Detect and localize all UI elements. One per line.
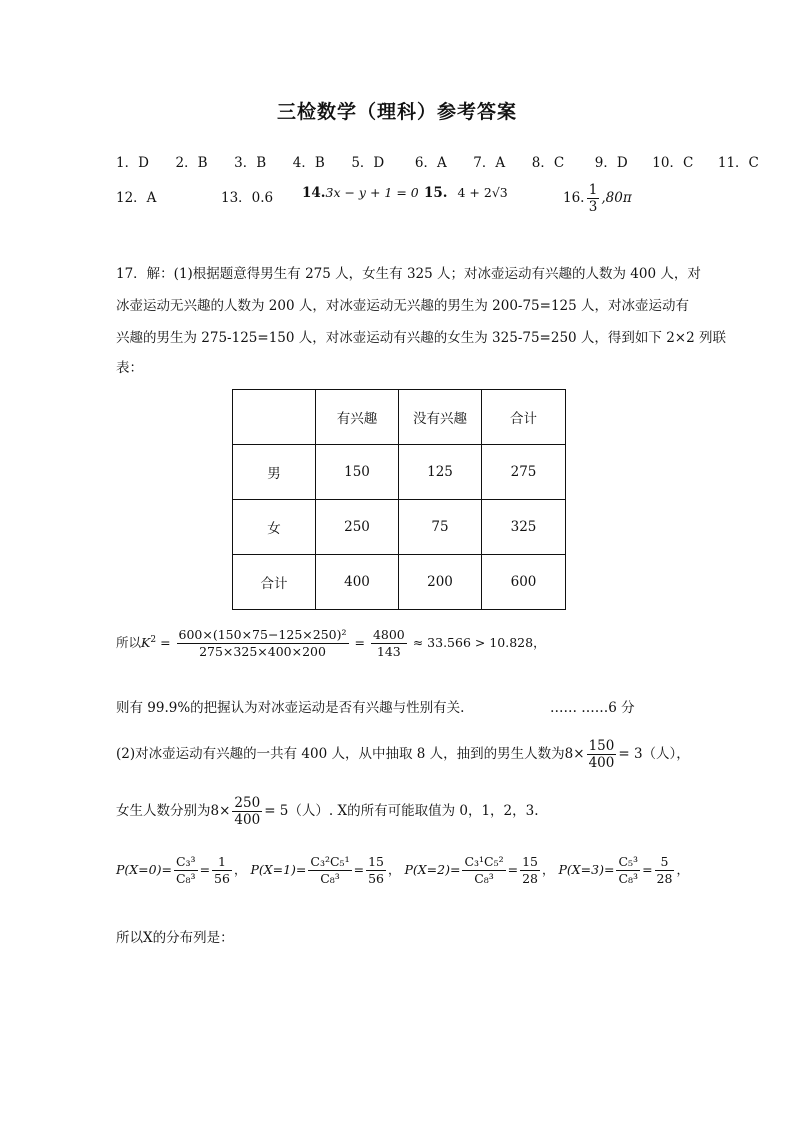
q17-line-3: 兴趣的男生为 275-125=150 人，对冰壶运动有兴趣的女生为 325-75=250 人，得到如下 2×2 列联 xyxy=(116,330,726,346)
table-cell: 75 xyxy=(399,500,482,555)
table-cell: 125 xyxy=(399,445,482,500)
table-row xyxy=(233,555,566,610)
table-cell: 男 xyxy=(233,445,316,500)
table-cell: 女 xyxy=(233,500,316,555)
k2-denominator: 275×325×400×200 xyxy=(199,644,326,659)
contingency-table xyxy=(232,389,566,610)
prob-x1: P(X=1)= $\frac{\text{C₃²C₅¹}}{\text{C₈³}}$ = $\frac{15}{56}$ ， xyxy=(250,854,405,886)
score-mark: …… ……6 分 xyxy=(550,700,635,716)
q17-line-2: 冰壶运动无兴趣的人数为 200 人，对冰壶运动无兴趣的男生为 200-75=125 人，对冰壶运动有 xyxy=(116,298,690,314)
table-cell: 600 xyxy=(482,555,566,610)
table-header-cell xyxy=(233,390,316,445)
conclusion-text: 则有 99.9%的把握认为对冰壶运动是否有兴趣与性别有关. xyxy=(116,700,465,716)
q17-line-4: 表： xyxy=(116,360,143,376)
prob-x3: P(X=3)= $\frac{\text{C₅³}}{\text{C₈³}}$ = $\frac{5}{28}$ ， xyxy=(558,854,689,886)
answer-13: 13．0.6 xyxy=(221,190,274,206)
table-cell: 150 xyxy=(316,445,399,500)
answer-1: 1．D xyxy=(116,155,149,171)
answer-4: 4．B xyxy=(292,155,325,171)
table-header-cell: 没有兴趣 xyxy=(399,390,482,445)
answer-8: 8．C xyxy=(531,155,565,171)
page-title: 三检数学（理科）参考答案 xyxy=(276,101,517,123)
answer-6: 6．A xyxy=(414,155,447,171)
answer-7: 7．A xyxy=(473,155,506,171)
answer-14: 14.3x − y + 1 = 0 xyxy=(302,185,419,201)
part2-line-1: (2)对冰壶运动有兴趣的一共有 400 人，从中抽取 8 人，抽到的男生人数为8× $\frac{150}{400}$ = 3（人）， xyxy=(116,738,690,771)
prob-x2: P(X=2)= $\frac{\text{C₃¹C₅²}}{\text{C₈³}}$ = $\frac{15}{28}$ ， xyxy=(404,854,559,886)
answer-12: 12．A xyxy=(116,190,157,206)
answer-16: 16. $\frac{1}{3}$ ,80π xyxy=(563,182,632,215)
table-header-cell: 合计 xyxy=(482,390,566,445)
table-cell: 275 xyxy=(482,445,566,500)
answers-row-1 xyxy=(116,151,759,171)
distribution-intro: 所以X的分布列是： xyxy=(116,930,234,946)
answer-9: 9．D xyxy=(594,155,628,171)
part2-line-2: 女生人数分别为8× $\frac{250}{400}$ = 5（人）. X的所有可能取值为 0，1，2，3. xyxy=(116,795,539,828)
answer-11: 11．C xyxy=(717,155,759,171)
prob-x0: P(X=0)= $\frac{\text{C₃³}}{\text{C₈³}}$ = $\frac{1}{56}$ ， xyxy=(116,854,251,886)
table-row xyxy=(233,500,566,555)
table-cell: 325 xyxy=(482,500,566,555)
table-header-cell: 有兴趣 xyxy=(316,390,399,445)
table-row xyxy=(233,445,566,500)
answer-3: 3．B xyxy=(234,155,267,171)
probabilities-line xyxy=(116,854,689,887)
answer-2: 2．B xyxy=(175,155,208,171)
table-cell: 合计 xyxy=(233,555,316,610)
answer-15: 15. 4 + 2√3 xyxy=(424,185,508,201)
q17-line-1: 17．解：(1)根据题意得男生有 275 人，女生有 325 人；对冰壶运动有兴趣的人数为 400 人，对 xyxy=(116,266,701,282)
answer-5: 5．D xyxy=(351,155,385,171)
table-header-row xyxy=(233,390,566,445)
k2-formula: 所以$K^2$ = $\frac{\text{600×(150×75−125×250)²}}{275\times 325\times 400\times 200}$ = $\frac{4800}{143}$ ≈ 33.566 > 10.828， xyxy=(116,627,546,659)
table-cell: 400 xyxy=(316,555,399,610)
table-cell: 200 xyxy=(399,555,482,610)
k2-numerator: 600×(150×75−125×250)² xyxy=(178,627,347,642)
answer-10: 10．C xyxy=(652,155,694,171)
table-cell: 250 xyxy=(316,500,399,555)
